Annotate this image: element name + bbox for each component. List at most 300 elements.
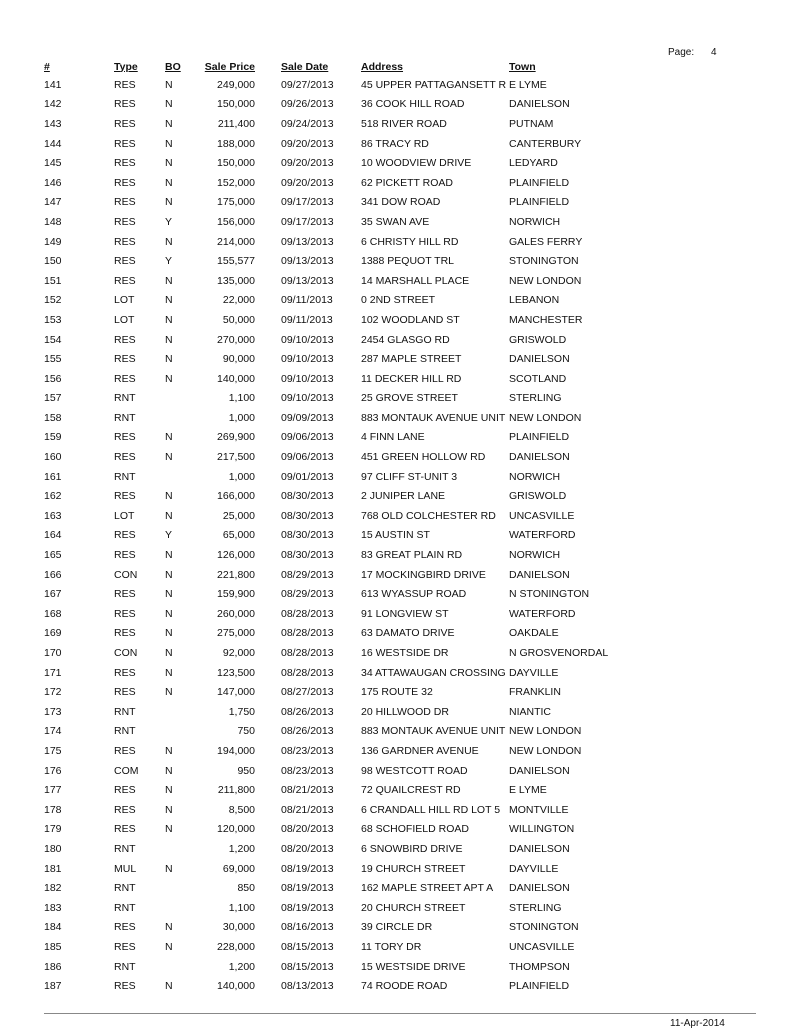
cell-spacer — [255, 134, 281, 154]
cell-town: NORWICH — [509, 470, 561, 483]
cell-town: MONTVILLE — [509, 803, 569, 816]
cell-spacer — [255, 584, 281, 604]
table-row — [44, 898, 608, 918]
cell-sale-date: 08/15/2013 — [281, 960, 334, 973]
cell-sale-price: 1,200 — [228, 842, 255, 855]
cell-type: RNT — [114, 842, 136, 855]
cell-type: RES — [114, 176, 136, 189]
cell-type: CON — [114, 647, 138, 660]
cell-town: SCOTLAND — [509, 372, 567, 385]
cell-town: PUTNAM — [509, 117, 554, 130]
cell-address: 62 PICKETT ROAD — [361, 176, 453, 189]
cell-spacer — [255, 232, 281, 252]
cell-town: NEW LONDON — [509, 744, 582, 757]
cell-bo: N — [165, 196, 173, 209]
cell-type: MUL — [114, 862, 137, 875]
table-row — [44, 389, 608, 409]
cell-town: WILLINGTON — [509, 823, 575, 836]
table-row — [44, 153, 608, 173]
cell-bo: N — [165, 744, 173, 757]
table-row — [44, 447, 608, 467]
cell-address: 1388 PEQUOT TRL — [361, 255, 454, 268]
cell-sale-price: 175,000 — [217, 196, 255, 209]
cell-spacer — [255, 545, 281, 565]
cell-sale-date: 09/09/2013 — [281, 411, 334, 424]
cell-bo — [165, 702, 195, 722]
cell-town: GALES FERRY — [509, 235, 583, 248]
cell-town: DAYVILLE — [509, 666, 559, 679]
table-row — [44, 173, 608, 193]
cell-bo — [165, 722, 195, 742]
cell-num: 157 — [44, 392, 62, 405]
cell-sale-date: 08/30/2013 — [281, 529, 334, 542]
cell-type: RES — [114, 744, 136, 757]
cell-sale-price: 166,000 — [217, 490, 255, 503]
table-row — [44, 643, 608, 663]
cell-sale-date: 09/06/2013 — [281, 431, 334, 444]
cell-sale-date: 08/28/2013 — [281, 666, 334, 679]
cell-town: MANCHESTER — [509, 313, 583, 326]
cell-num: 187 — [44, 980, 62, 993]
cell-spacer — [255, 310, 281, 330]
cell-num: 175 — [44, 744, 62, 757]
cell-sale-price: 269,900 — [217, 431, 255, 444]
cell-type: LOT — [114, 509, 135, 522]
cell-sale-price: 92,000 — [222, 647, 255, 660]
sales-table — [44, 58, 608, 996]
cell-address: 17 MOCKINGBIRD DRIVE — [361, 568, 486, 581]
cell-bo: N — [165, 862, 173, 875]
table-row — [44, 95, 608, 115]
cell-town: DANIELSON — [509, 451, 570, 464]
cell-sale-date: 08/29/2013 — [281, 588, 334, 601]
cell-sale-date: 09/11/2013 — [281, 313, 333, 326]
cell-spacer — [255, 878, 281, 898]
cell-type: RNT — [114, 960, 136, 973]
cell-bo: N — [165, 431, 173, 444]
cell-num: 183 — [44, 901, 62, 914]
cell-spacer — [255, 95, 281, 115]
table-row — [44, 506, 608, 526]
cell-sale-price: 214,000 — [217, 235, 255, 248]
footer-rule — [44, 1013, 756, 1014]
cell-town: LEBANON — [509, 294, 560, 307]
table-row — [44, 976, 608, 996]
cell-sale-date: 08/27/2013 — [281, 686, 334, 699]
cell-spacer — [255, 957, 281, 977]
cell-address: 25 GROVE STREET — [361, 392, 458, 405]
cell-type: RES — [114, 588, 136, 601]
cell-sale-price: 850 — [237, 882, 255, 895]
cell-type: COM — [114, 764, 139, 777]
cell-type: RES — [114, 686, 136, 699]
cell-bo: N — [165, 607, 173, 620]
cell-sale-date: 09/17/2013 — [281, 215, 334, 228]
cell-spacer — [255, 741, 281, 761]
cell-spacer — [255, 389, 281, 409]
cell-town: PLAINFIELD — [509, 176, 570, 189]
cell-num: 151 — [44, 274, 62, 287]
cell-num: 163 — [44, 509, 62, 522]
cell-town: NEW LONDON — [509, 725, 582, 738]
cell-num: 150 — [44, 255, 62, 268]
table-row — [44, 937, 608, 957]
cell-town: STONINGTON — [509, 921, 579, 934]
cell-sale-price: 260,000 — [217, 607, 255, 620]
cell-town: N STONINGTON — [509, 588, 590, 601]
cell-town: FRANKLIN — [509, 686, 561, 699]
cell-num: 147 — [44, 196, 62, 209]
cell-bo: N — [165, 235, 173, 248]
cell-sale-date: 08/28/2013 — [281, 607, 334, 620]
cell-sale-date: 09/27/2013 — [281, 78, 334, 91]
cell-spacer — [255, 859, 281, 879]
cell-type: RES — [114, 117, 136, 130]
cell-bo: N — [165, 940, 173, 953]
cell-bo: N — [165, 98, 173, 111]
cell-spacer — [255, 271, 281, 291]
cell-num: 155 — [44, 353, 62, 366]
cell-town: E LYME — [509, 78, 547, 91]
cell-bo: N — [165, 588, 173, 601]
cell-town: UNCASVILLE — [509, 509, 575, 522]
cell-type: RES — [114, 274, 136, 287]
cell-bo: N — [165, 686, 173, 699]
page-label: Page: — [668, 47, 695, 58]
cell-spacer — [255, 800, 281, 820]
cell-bo: N — [165, 78, 173, 91]
cell-sale-date: 09/11/2013 — [281, 294, 333, 307]
cell-num: 184 — [44, 921, 62, 934]
cell-num: 177 — [44, 784, 62, 797]
cell-bo: N — [165, 490, 173, 503]
cell-sale-price: 126,000 — [217, 549, 255, 562]
cell-num: 153 — [44, 313, 62, 326]
header-spacer — [255, 58, 281, 75]
table-row — [44, 878, 608, 898]
cell-town: DAYVILLE — [509, 862, 559, 875]
table-body — [44, 75, 608, 996]
cell-spacer — [255, 643, 281, 663]
cell-bo: N — [165, 353, 173, 366]
cell-sale-price: 150,000 — [217, 157, 255, 170]
cell-sale-price: 120,000 — [217, 823, 255, 836]
cell-sale-price: 1,000 — [228, 411, 255, 424]
cell-address: 6 CHRISTY HILL RD — [361, 235, 459, 248]
table-row — [44, 545, 608, 565]
cell-address: 102 WOODLAND ST — [361, 313, 460, 326]
cell-sale-price: 270,000 — [217, 333, 255, 346]
header-bo: BO — [165, 60, 181, 73]
cell-sale-date: 08/29/2013 — [281, 568, 334, 581]
cell-bo: Y — [165, 529, 173, 542]
cell-spacer — [255, 722, 281, 742]
cell-address: 2 JUNIPER LANE — [361, 490, 446, 503]
cell-bo: N — [165, 372, 173, 385]
cell-sale-price: 1,000 — [228, 470, 255, 483]
cell-bo: N — [165, 137, 173, 150]
cell-sale-date: 08/21/2013 — [281, 784, 334, 797]
cell-sale-price: 152,000 — [217, 176, 255, 189]
cell-spacer — [255, 467, 281, 487]
cell-address: 768 OLD COLCHESTER RD — [361, 509, 496, 522]
cell-sale-price: 211,800 — [217, 784, 255, 797]
cell-sale-date: 09/17/2013 — [281, 196, 334, 209]
cell-sale-date: 08/30/2013 — [281, 490, 334, 503]
cell-address: 883 MONTAUK AVENUE UNIT — [361, 411, 506, 424]
table-row — [44, 957, 608, 977]
cell-sale-price: 1,750 — [228, 705, 255, 718]
cell-spacer — [255, 75, 281, 95]
cell-spacer — [255, 780, 281, 800]
cell-sale-price: 217,500 — [217, 451, 255, 464]
cell-town: NORWICH — [509, 215, 561, 228]
cell-num: 185 — [44, 940, 62, 953]
cell-sale-price: 249,000 — [217, 78, 255, 91]
table-row — [44, 918, 608, 938]
cell-address: 2454 GLASGO RD — [361, 333, 450, 346]
cell-spacer — [255, 604, 281, 624]
cell-sale-price: 156,000 — [217, 215, 255, 228]
cell-spacer — [255, 937, 281, 957]
cell-sale-price: 188,000 — [217, 137, 255, 150]
cell-town: NEW LONDON — [509, 411, 582, 424]
cell-type: RNT — [114, 705, 136, 718]
cell-num: 162 — [44, 490, 62, 503]
cell-spacer — [255, 663, 281, 683]
cell-address: 39 CIRCLE DR — [361, 921, 433, 934]
cell-type: LOT — [114, 294, 135, 307]
cell-town: GRISWOLD — [509, 333, 567, 346]
table-row — [44, 722, 608, 742]
cell-sale-date: 08/20/2013 — [281, 842, 334, 855]
cell-town: WATERFORD — [509, 607, 576, 620]
cell-bo: N — [165, 784, 173, 797]
cell-bo — [165, 878, 195, 898]
cell-bo: N — [165, 274, 173, 287]
cell-spacer — [255, 251, 281, 271]
cell-address: 0 2ND STREET — [361, 294, 436, 307]
cell-address: 72 QUAILCREST RD — [361, 784, 461, 797]
cell-town: DANIELSON — [509, 98, 570, 111]
cell-address: 36 COOK HILL ROAD — [361, 98, 465, 111]
table-row — [44, 565, 608, 585]
cell-type: RES — [114, 980, 136, 993]
cell-bo: N — [165, 117, 173, 130]
cell-town: THOMPSON — [509, 960, 570, 973]
cell-num: 144 — [44, 137, 62, 150]
cell-num: 179 — [44, 823, 62, 836]
cell-address: 15 AUSTIN ST — [361, 529, 430, 542]
cell-address: 287 MAPLE STREET — [361, 353, 462, 366]
cell-type: RES — [114, 137, 136, 150]
cell-type: RNT — [114, 470, 136, 483]
cell-spacer — [255, 428, 281, 448]
cell-num: 165 — [44, 549, 62, 562]
cell-address: 45 UPPER PATTAGANSETT R — [361, 78, 507, 91]
cell-sale-date: 08/21/2013 — [281, 803, 334, 816]
cell-town: LEDYARD — [509, 157, 558, 170]
cell-town: DANIELSON — [509, 882, 570, 895]
cell-address: 451 GREEN HOLLOW RD — [361, 451, 486, 464]
table-row — [44, 369, 608, 389]
header-type: Type — [114, 60, 138, 73]
cell-sale-date: 08/16/2013 — [281, 921, 334, 934]
cell-sale-date: 09/20/2013 — [281, 137, 334, 150]
cell-bo: N — [165, 568, 173, 581]
cell-spacer — [255, 565, 281, 585]
cell-type: RES — [114, 921, 136, 934]
cell-num: 180 — [44, 842, 62, 855]
table-row — [44, 271, 608, 291]
cell-type: RES — [114, 823, 136, 836]
cell-type: RES — [114, 529, 136, 542]
cell-address: 83 GREAT PLAIN RD — [361, 549, 463, 562]
cell-spacer — [255, 682, 281, 702]
cell-sale-price: 155,577 — [217, 255, 255, 268]
table-row — [44, 428, 608, 448]
cell-spacer — [255, 349, 281, 369]
cell-address: 175 ROUTE 32 — [361, 686, 433, 699]
table-row — [44, 839, 608, 859]
cell-type: RES — [114, 784, 136, 797]
cell-address: 11 TORY DR — [361, 940, 422, 953]
cell-address: 341 DOW ROAD — [361, 196, 441, 209]
cell-type: RES — [114, 235, 136, 248]
cell-type: RNT — [114, 411, 136, 424]
cell-sale-date: 08/19/2013 — [281, 882, 334, 895]
cell-sale-date: 08/19/2013 — [281, 901, 334, 914]
cell-town: WATERFORD — [509, 529, 576, 542]
cell-town: STERLING — [509, 392, 562, 405]
cell-type: RES — [114, 78, 136, 91]
cell-type: RES — [114, 607, 136, 620]
cell-spacer — [255, 839, 281, 859]
cell-type: RES — [114, 215, 136, 228]
cell-sale-date: 08/28/2013 — [281, 627, 334, 640]
cell-bo — [165, 389, 195, 409]
cell-bo: N — [165, 451, 173, 464]
cell-type: RES — [114, 98, 136, 111]
cell-sale-date: 08/23/2013 — [281, 744, 334, 757]
cell-sale-date: 09/06/2013 — [281, 451, 334, 464]
cell-sale-price: 150,000 — [217, 98, 255, 111]
cell-sale-date: 09/13/2013 — [281, 274, 334, 287]
cell-sale-date: 08/26/2013 — [281, 725, 334, 738]
cell-address: 20 CHURCH STREET — [361, 901, 466, 914]
cell-type: RES — [114, 255, 136, 268]
cell-num: 159 — [44, 431, 62, 444]
table-row — [44, 291, 608, 311]
cell-spacer — [255, 486, 281, 506]
cell-type: RES — [114, 940, 136, 953]
header-town: Town — [509, 60, 536, 73]
cell-address: 20 HILLWOOD DR — [361, 705, 449, 718]
cell-town: STONINGTON — [509, 255, 579, 268]
table-row — [44, 114, 608, 134]
cell-num: 156 — [44, 372, 62, 385]
cell-address: 97 CLIFF ST-UNIT 3 — [361, 470, 458, 483]
table-row — [44, 820, 608, 840]
table-row — [44, 702, 608, 722]
cell-spacer — [255, 526, 281, 546]
cell-num: 154 — [44, 333, 62, 346]
cell-type: RNT — [114, 392, 136, 405]
cell-bo: N — [165, 313, 173, 326]
cell-address: 14 MARSHALL PLACE — [361, 274, 470, 287]
cell-type: RES — [114, 196, 136, 209]
table-row — [44, 232, 608, 252]
header-num: # — [44, 60, 50, 73]
cell-type: RNT — [114, 882, 136, 895]
page-number: 4 — [711, 47, 717, 58]
cell-sale-date: 09/10/2013 — [281, 392, 334, 405]
cell-num: 166 — [44, 568, 62, 581]
cell-address: 35 SWAN AVE — [361, 215, 430, 228]
cell-address: 4 FINN LANE — [361, 431, 425, 444]
header-sale-date: Sale Date — [281, 60, 329, 73]
table-row — [44, 604, 608, 624]
cell-type: RES — [114, 451, 136, 464]
cell-spacer — [255, 153, 281, 173]
cell-bo: N — [165, 176, 173, 189]
cell-sale-price: 147,000 — [217, 686, 255, 699]
cell-type: RES — [114, 431, 136, 444]
table-row — [44, 486, 608, 506]
cell-sale-date: 09/26/2013 — [281, 98, 334, 111]
cell-town: NIANTIC — [509, 705, 551, 718]
cell-bo: N — [165, 157, 173, 170]
cell-sale-date: 08/23/2013 — [281, 764, 334, 777]
cell-town: CANTERBURY — [509, 137, 582, 150]
cell-sale-date: 09/24/2013 — [281, 117, 334, 130]
cell-sale-price: 194,000 — [217, 744, 255, 757]
cell-bo: N — [165, 980, 173, 993]
cell-town: OAKDALE — [509, 627, 559, 640]
cell-type: RNT — [114, 725, 136, 738]
table-row — [44, 193, 608, 213]
cell-sale-price: 135,000 — [217, 274, 255, 287]
cell-num: 160 — [44, 451, 62, 464]
cell-spacer — [255, 624, 281, 644]
cell-spacer — [255, 506, 281, 526]
cell-num: 152 — [44, 294, 62, 307]
cell-sale-price: 25,000 — [222, 509, 255, 522]
cell-sale-price: 69,000 — [222, 862, 255, 875]
cell-spacer — [255, 193, 281, 213]
cell-address: 63 DAMATO DRIVE — [361, 627, 455, 640]
cell-sale-date: 09/20/2013 — [281, 157, 334, 170]
cell-sale-date: 08/28/2013 — [281, 647, 334, 660]
cell-num: 167 — [44, 588, 62, 601]
cell-bo: N — [165, 666, 173, 679]
cell-sale-price: 30,000 — [222, 921, 255, 934]
table-row — [44, 741, 608, 761]
cell-num: 143 — [44, 117, 62, 130]
cell-bo: N — [165, 549, 173, 562]
cell-town: NORWICH — [509, 549, 561, 562]
cell-num: 171 — [44, 666, 62, 679]
cell-town: DANIELSON — [509, 353, 570, 366]
cell-spacer — [255, 976, 281, 996]
cell-bo: N — [165, 764, 173, 777]
cell-type: RES — [114, 549, 136, 562]
cell-address: 136 GARDNER AVENUE — [361, 744, 479, 757]
cell-sale-price: 8,500 — [228, 803, 255, 816]
header-sale-price: Sale Price — [204, 60, 255, 73]
cell-address: 68 SCHOFIELD ROAD — [361, 823, 469, 836]
cell-sale-price: 123,500 — [217, 666, 255, 679]
